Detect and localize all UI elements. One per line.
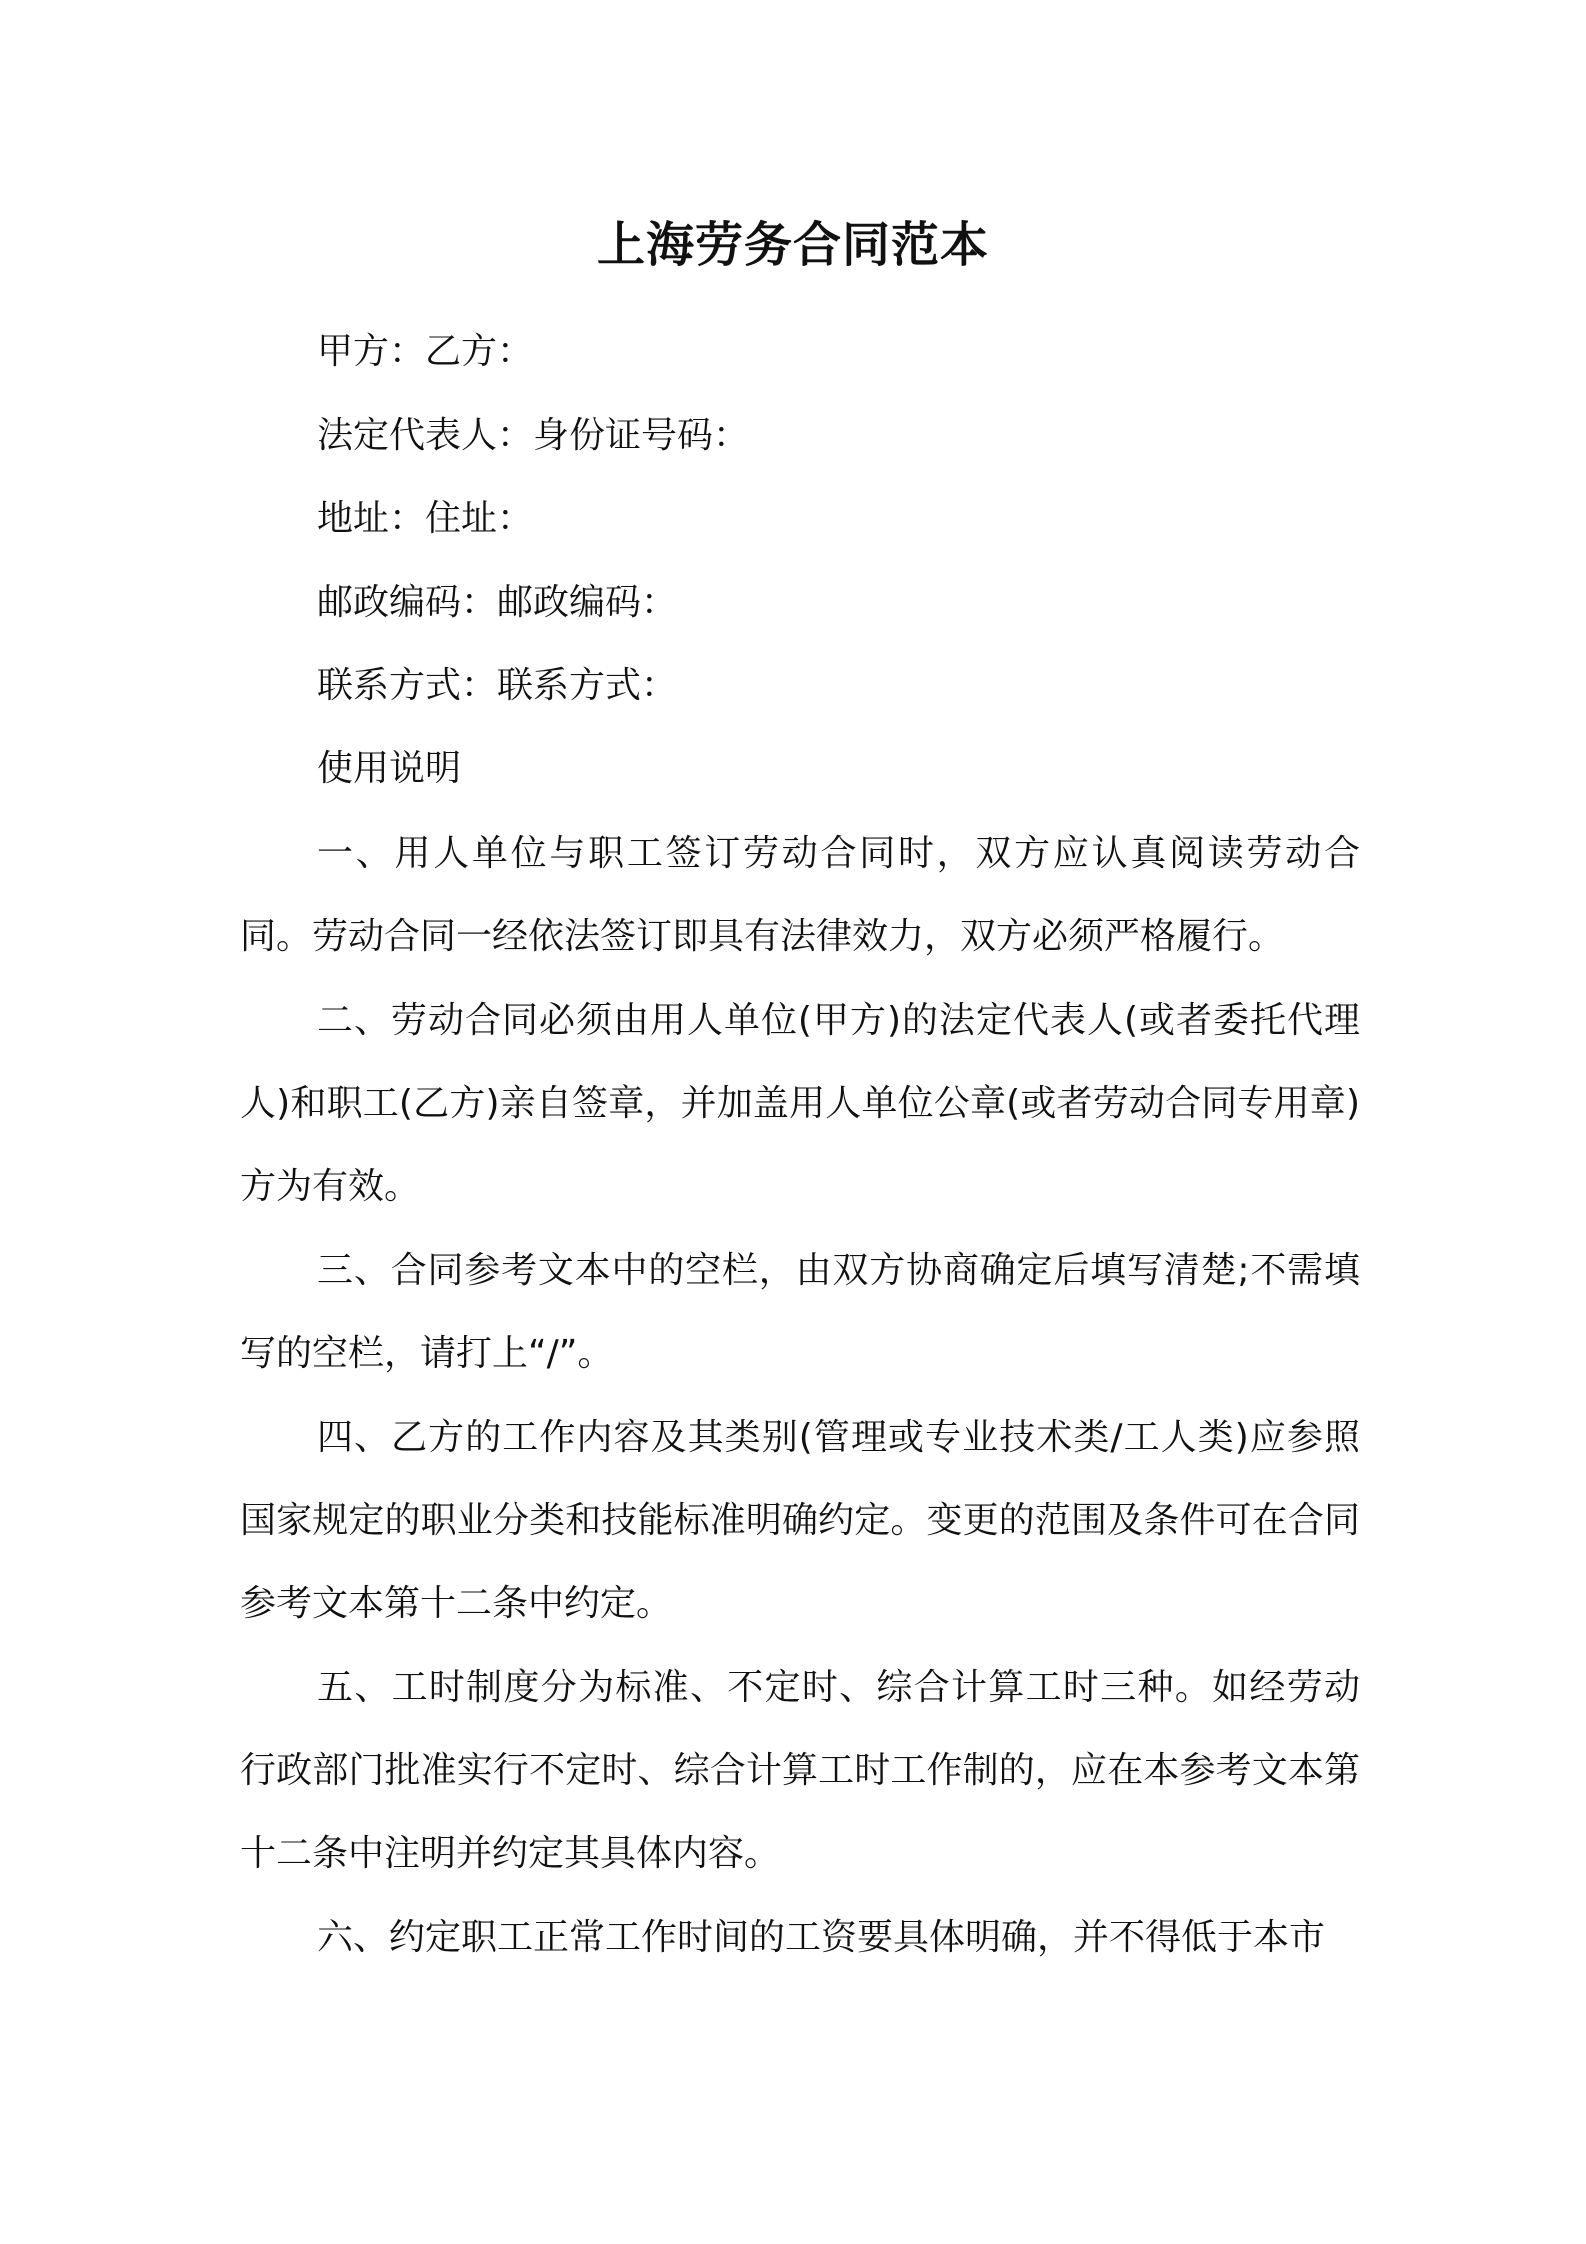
usage-paragraph-5: 五、工时制度分为标准、不定时、综合计算工时三种。如经劳动行政部门批准实行不定时、综合计算工时工作制的，应在本参考文本第十二条中注明并约定其具体内容。 xyxy=(240,1667,1360,1874)
usage-paragraph-3: 三、合同参考文本中的空栏，由双方协商确定后填写清楚;不需填写的空栏，请打上“/”。 xyxy=(240,1250,1360,1374)
usage-paragraph-2: 二、劳动合同必须由用人单位(甲方)的法定代表人(或者委托代理人)和职工(乙方)亲自签章，并加盖用人单位公章(或者劳动合同专用章)方为有效。 xyxy=(240,1000,1360,1207)
address-line: 地址：住址： xyxy=(317,498,534,539)
party-line: 甲方：乙方： xyxy=(317,331,534,372)
usage-paragraph-6: 六、约定职工正常工作时间的工资要具体明确，并不得低于本市 xyxy=(317,1917,1326,1958)
usage-paragraph-1: 一、用人单位与职工签订劳动合同时，双方应认真阅读劳动合同。劳动合同一经依法签订即具有法律效力，双方必须严格履行。 xyxy=(240,833,1360,957)
usage-heading: 使用说明 xyxy=(317,748,462,789)
representative-line: 法定代表人：身份证号码： xyxy=(317,415,750,456)
usage-paragraph-4: 四、乙方的工作内容及其类别(管理或专业技术类/工人类)应参照国家规定的职业分类和技能标准明确约定。变更的范围及条件可在合同参考文本第十二条中约定。 xyxy=(240,1417,1360,1624)
contact-line: 联系方式：联系方式： xyxy=(317,665,678,706)
document-title: 上海劳务合同范本 xyxy=(596,217,989,273)
postal-code-line: 邮政编码：邮政编码： xyxy=(317,582,678,623)
